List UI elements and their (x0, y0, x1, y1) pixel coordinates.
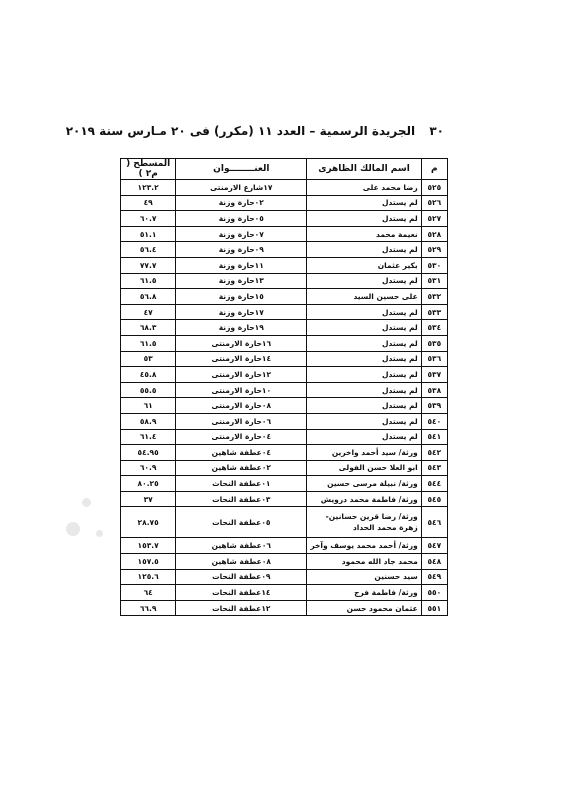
cell-number: ٥٤٨ (421, 554, 447, 570)
watermark-dot (96, 530, 103, 537)
table-row (121, 180, 448, 196)
cell-area: ٦١.٥ (121, 335, 176, 351)
cell-number: ٥٢٩ (421, 242, 447, 258)
cell-owner: لم يستدل (307, 273, 421, 289)
cell-number: ٥٤٦ (421, 507, 447, 538)
table-row (121, 569, 448, 585)
cell-number: ٥٣٤ (421, 320, 447, 336)
cell-area: ٧٧.٧ (121, 257, 176, 273)
cell-address: ١٢عطفة النحات (176, 600, 307, 616)
cell-area: ٦٠.٧ (121, 211, 176, 227)
cell-number: ٥٤٢ (421, 445, 447, 461)
cell-owner: لم يستدل (307, 382, 421, 398)
cell-address: ٠٢عطفة شاهين (176, 460, 307, 476)
cell-number: ٥٢٨ (421, 226, 447, 242)
cell-area: ٥١.١ (121, 226, 176, 242)
cell-number: ٥٤٩ (421, 569, 447, 585)
cell-number: ٥٣٦ (421, 351, 447, 367)
cell-number: ٥٤١ (421, 429, 447, 445)
cell-address: ٠٢حارة وزنة (176, 195, 307, 211)
cell-owner: لم يستدل (307, 304, 421, 320)
cell-address: ٠٨حارة الارمنتى (176, 398, 307, 414)
cell-number: ٥٢٥ (421, 180, 447, 196)
cell-number: ٥٣٢ (421, 289, 447, 305)
watermark-dot (66, 522, 80, 536)
cell-area: ٤٧ (121, 304, 176, 320)
cell-address: ١٦حارة الارمنتى (176, 335, 307, 351)
table-row (121, 195, 448, 211)
table-row (121, 273, 448, 289)
cell-owner: لم يستدل (307, 242, 421, 258)
table-row (121, 382, 448, 398)
cell-owner: على حسين السيد (307, 289, 421, 305)
cell-number: ٥٣٩ (421, 398, 447, 414)
cell-owner: نعيمة محمد (307, 226, 421, 242)
cell-number: ٥٣٧ (421, 367, 447, 383)
cell-address: ٠٣عطفة النحات (176, 491, 307, 507)
table-row (121, 507, 448, 538)
cell-area: ١٢٣.٢ (121, 180, 176, 196)
header-owner: اسم المالك الظاهرى (307, 159, 421, 180)
cell-number: ٥٤٥ (421, 491, 447, 507)
table-row (121, 226, 448, 242)
cell-area: ٥٣ (121, 351, 176, 367)
cell-owner: ورثة/ أحمد محمد يوسف وآخر (307, 538, 421, 554)
cell-owner: محمد جاد الله محمود (307, 554, 421, 570)
header-address: العنــــــــوان (176, 159, 307, 180)
cell-owner: رضا محمد على (307, 180, 421, 196)
cell-area: ٦٨.٣ (121, 320, 176, 336)
cell-area: ٥٦.٤ (121, 242, 176, 258)
header-area: المسطح ( م٢ ) (121, 159, 176, 180)
table-row (121, 257, 448, 273)
table-row (121, 445, 448, 461)
cell-owner: لم يستدل (307, 195, 421, 211)
cell-owner: ورثة/ رضا قرين حسانين- زهرة محمد الحداد (307, 507, 421, 538)
cell-address: ٠١عطفة النحاث (176, 476, 307, 492)
table-row (121, 242, 448, 258)
cell-address: ١١حارة وزنة (176, 257, 307, 273)
cell-number: ٥٣٥ (421, 335, 447, 351)
cell-owner: ورثة/ نبيلة مرسى حسين (307, 476, 421, 492)
table-row (121, 320, 448, 336)
cell-area: ٤٥.٨ (121, 367, 176, 383)
page-number: ٣٠ (429, 124, 444, 138)
cell-owner: لم يستدل (307, 335, 421, 351)
cell-address: ١٥حارة وزنة (176, 289, 307, 305)
table-row (121, 398, 448, 414)
cell-address: ١٧شارع الارمنتى (176, 180, 307, 196)
table-row (121, 491, 448, 507)
table-row (121, 367, 448, 383)
table-row (121, 554, 448, 570)
cell-number: ٥٣١ (421, 273, 447, 289)
cell-area: ٤٩ (121, 195, 176, 211)
cell-area: ١٢٥.٦ (121, 569, 176, 585)
gazette-title: الجريدة الرسمية – العدد ١١ (مكرر) فى ٢٠ مـارس سنة ٢٠١٩ (65, 124, 416, 138)
cell-owner: ورثة/ سيد أحمد واخرين (307, 445, 421, 461)
cell-area: ٢٨.٧٥ (121, 507, 176, 538)
cell-owner: ورثة/ فاطمة محمد درويش (307, 491, 421, 507)
cell-area: ١٥٧.٥ (121, 554, 176, 570)
cell-owner: لم يستدل (307, 429, 421, 445)
cell-address: ٠٤حارة الارمنتى (176, 429, 307, 445)
cell-area: ٦١.٤ (121, 429, 176, 445)
table-row (121, 351, 448, 367)
cell-area: ٦٠.٩ (121, 460, 176, 476)
cell-owner: لم يستدل (307, 351, 421, 367)
cell-address: ٠٨عطفة شاهين (176, 554, 307, 570)
cell-number: ٥٢٦ (421, 195, 447, 211)
cell-address: ١٤عطفة النحات (176, 585, 307, 601)
table-body (121, 180, 448, 616)
cell-number: ٥٣٣ (421, 304, 447, 320)
cell-area: ٥٨.٩ (121, 413, 176, 429)
cell-address: ٠٤عطفة شاهين (176, 445, 307, 461)
cell-area: ٦٤ (121, 585, 176, 601)
cell-address: ١٧حارة وزنة (176, 304, 307, 320)
cell-area: ٥٥.٥ (121, 382, 176, 398)
cell-number: ٥٤٤ (421, 476, 447, 492)
cell-area: ٥٤.٩٥ (121, 445, 176, 461)
cell-address: ١٠حارة الارمنتى (176, 382, 307, 398)
cell-address: ٠٩عطفة النحات (176, 569, 307, 585)
cell-number: ٥٤٧ (421, 538, 447, 554)
table-row (121, 460, 448, 476)
cell-address: ١٤حارة الارمنتى (176, 351, 307, 367)
cell-address: ٠٧حارة وزنة (176, 226, 307, 242)
cell-number: ٥٤٠ (421, 413, 447, 429)
cell-address: ٠٥حارة وزنة (176, 211, 307, 227)
watermark-dot (82, 498, 91, 507)
cell-area: ٣٧ (121, 491, 176, 507)
cell-address: ٠٦عطفة شاهين (176, 538, 307, 554)
table-row (121, 476, 448, 492)
cell-number: ٥٤٣ (421, 460, 447, 476)
table-header-row (121, 159, 448, 180)
cell-number: ٥٥١ (421, 600, 447, 616)
header-no: م (421, 159, 447, 180)
cell-area: ٦١.٥ (121, 273, 176, 289)
cell-address: ١٩حارة وزنة (176, 320, 307, 336)
cell-area: ١٥٣.٧ (121, 538, 176, 554)
table-row (121, 413, 448, 429)
cell-owner: سيد حسنين (307, 569, 421, 585)
cell-address: ٠٦حارة الارمنتى (176, 413, 307, 429)
cell-number: ٥٣٠ (421, 257, 447, 273)
table-row (121, 538, 448, 554)
cell-address: ١٣حارة وزنة (176, 273, 307, 289)
cell-area: ٨٠.٢٥ (121, 476, 176, 492)
cell-owner: لم يستدل (307, 367, 421, 383)
cell-owner: لم يستدل (307, 211, 421, 227)
cell-address: ٠٩حارة وزنة (176, 242, 307, 258)
cell-area: ٦١ (121, 398, 176, 414)
cell-owner: لم يستدل (307, 398, 421, 414)
cell-area: ٦٦.٩ (121, 600, 176, 616)
table-row (121, 211, 448, 227)
table-row (121, 429, 448, 445)
cell-area: ٥٦.٨ (121, 289, 176, 305)
table-row (121, 289, 448, 305)
table-row (121, 600, 448, 616)
cell-owner: عثمان محمود حسن (307, 600, 421, 616)
cell-number: ٥٥٠ (421, 585, 447, 601)
property-table (120, 158, 448, 616)
cell-owner: لم يستدل (307, 320, 421, 336)
table-row (121, 585, 448, 601)
cell-owner: لم يستدل (307, 413, 421, 429)
cell-number: ٥٢٧ (421, 211, 447, 227)
cell-address: ٠٥عطفة النحات (176, 507, 307, 538)
cell-address: ١٢حارة الارمنتى (176, 367, 307, 383)
table-row (121, 335, 448, 351)
cell-owner: ورثة/ فاطمة فرج (307, 585, 421, 601)
cell-owner: ابو العلا حسن الفولى (307, 460, 421, 476)
table-row (121, 304, 448, 320)
cell-number: ٥٣٨ (421, 382, 447, 398)
cell-owner: بكير عثمان (307, 257, 421, 273)
page-header (65, 124, 444, 138)
